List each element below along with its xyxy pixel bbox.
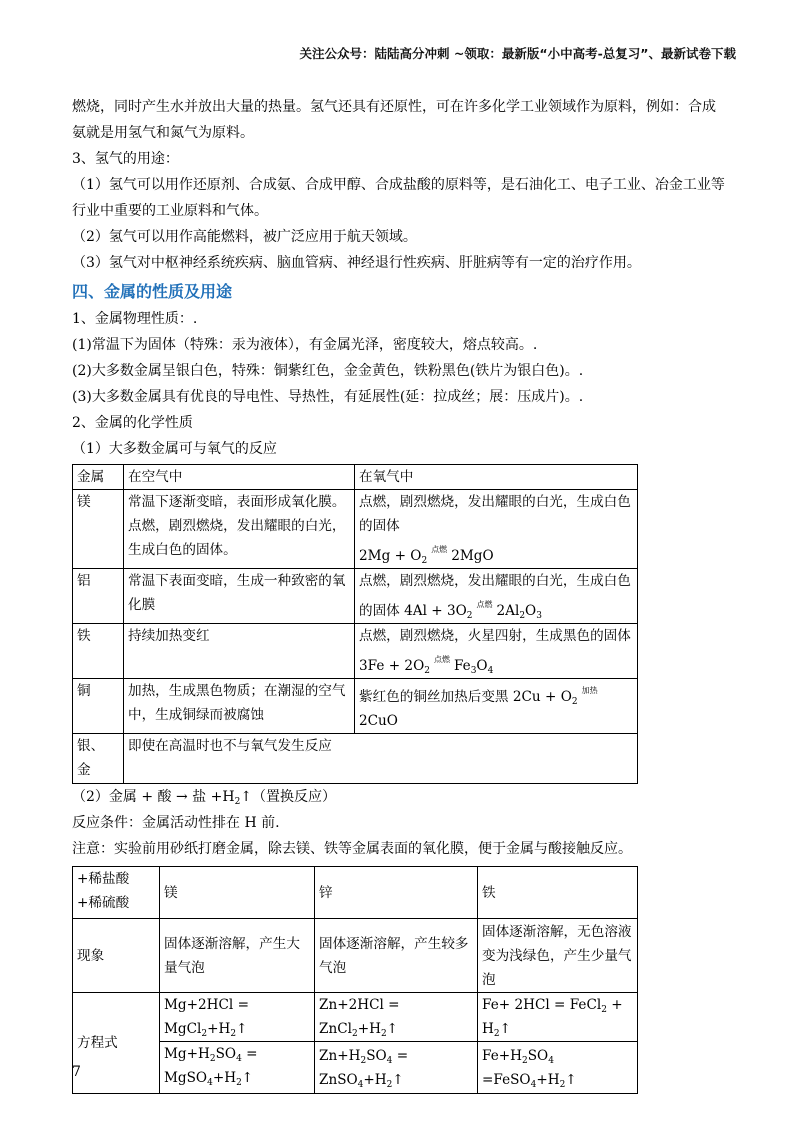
document-body (72, 94, 728, 1094)
table-header-cell: +稀盐酸 +稀硫酸 (73, 867, 160, 919)
table-row (73, 679, 638, 734)
table-cell: 镁 (73, 490, 124, 569)
table-header-cell: 金属 (73, 465, 124, 490)
page-header: 关注公众号：陆陆高分冲刺 ~领取：最新版“小中高考-总复习”、最新试卷下载 (299, 46, 736, 61)
table-cell: 加热，生成黑色物质；在潮湿的空气中，生成铜绿而被腐蚀 (124, 679, 355, 734)
table-cell: 紫红色的铜丝加热后变黑 $2Cu + O_2^{加热}$ 2CuO (355, 679, 638, 734)
text: 点燃，剧烈燃烧，发出耀眼的白光，生成白色的固体 (359, 494, 631, 534)
table-cell: 铁 (73, 624, 124, 679)
oxygen-reaction-title: （1）大多数金属可与氧气的反应 (72, 441, 277, 457)
table-header-cell: 在空气中 (124, 465, 355, 490)
table-cell: 银、金 (73, 734, 124, 784)
table-cell: 常温下表面变暗，生成一种致密的氧化膜 (124, 569, 355, 624)
paragraph-hydrogen-properties: 燃烧，同时产生水并放出大量的热量。氢气还具有还原性，可在许多化学工业领域作为原料，例如：合成氨就是用氢气和氮气为原料。 (72, 99, 716, 141)
table-cell: $Mg+2HCl = MgCl_2+H_2↑$ (160, 993, 315, 1042)
table-row (73, 569, 638, 624)
hydrogen-use-3: （3）氢气对中枢神经系统疾病、脑血管病、神经退行性疾病、肝脏病等有一定的治疗作用。 (72, 255, 641, 271)
table-header-cell: 在氧气中 (355, 465, 638, 490)
table-cell: 现象 (73, 919, 160, 993)
physical-property-1: (1)常温下为固体（特殊：汞为液体），有金属光泽，密度较大，熔点较高。. (72, 337, 538, 353)
table-row (73, 465, 638, 490)
table-cell: 点燃，剧烈燃烧，火星四射，生成黑色的固体 $3Fe + 2O_2^{点燃}$ $Fe_3O_4$ (355, 624, 638, 679)
physical-property-2: (2)大多数金属呈银白色，特殊：铜紫红色，金金黄色，铁粉黑色(铁片为银白色)。. (72, 363, 584, 379)
table-row (73, 734, 638, 784)
table-cell: $Zn+H_2SO_4$ = $ZnSO_4+H_2↑$ (315, 1042, 478, 1094)
acid-reaction-title: （2）金属 + 酸 → 盐 $+H_2↑$（置换反应） (72, 789, 337, 807)
metal-acid-table (72, 866, 638, 1094)
table-row (73, 490, 638, 569)
equation: $2Mg + O_2^{点燃}$ 2MgO (359, 545, 494, 566)
table-cell: 铝 (73, 569, 124, 624)
table-row (73, 624, 638, 679)
table-cell: Fe+ 2HCl = FeCl$_2$ + $H_2↑$ (478, 993, 638, 1042)
table-cell: 铜 (73, 679, 124, 734)
reaction-condition: 反应条件：金属活动性排在 H 前. (72, 815, 280, 831)
table-header-cell: 锌 (315, 867, 478, 919)
table-cell (355, 490, 638, 569)
table-row (73, 867, 638, 919)
chemical-properties-title: 2、金属的化学性质 (72, 415, 193, 431)
table-cell: 点燃，剧烈燃烧，发出耀眼的白光，生成白色的固体 $4Al + 3O_2^{点燃}$ $2Al_2O_3$ (355, 569, 638, 624)
table-cell: 即使在高温时也不与氧气发生反应 (124, 734, 638, 784)
table-header-cell: 铁 (478, 867, 638, 919)
experiment-note: 注意：实验前用砂纸打磨金属，除去镁、铁等金属表面的氧化膜，便于金属与酸接触反应。 (72, 841, 632, 857)
physical-property-3: (3)大多数金属具有优良的导电性、导热性，有延展性(延：拉成丝；展：压成片)。. (72, 389, 584, 405)
hydrogen-use-1: （1）氢气可以用作还原剂、合成氨、合成甲醇、合成盐酸的原料等，是石油化工、电子工业、冶金工业等行业中重要的工业原料和气体。 (72, 177, 725, 219)
hydrogen-uses-title: 3、氢气的用途： (72, 151, 179, 167)
table-cell: 持续加热变红 (124, 624, 355, 679)
table-cell: $Fe+H_2SO_4$ $=FeSO_4+H_2↑$ (478, 1042, 638, 1094)
section-title-metals: 四、金属的性质及用途 (72, 282, 233, 301)
page-number: 7 (72, 1064, 81, 1080)
hydrogen-use-2: （2）氢气可以用作高能燃料，被广泛应用于航天领域。 (72, 229, 417, 245)
table-cell: $Zn+2HCl = ZnCl_2+H_2↑$ (315, 993, 478, 1042)
table-cell: 固体逐渐溶解，无色溶液变为浅绿色，产生少量气泡 (478, 919, 638, 993)
metal-oxygen-table (72, 464, 638, 784)
table-row (73, 993, 638, 1042)
table-cell: 常温下逐渐变暗，表面形成氧化膜。点燃，剧烈燃烧，发出耀眼的白光，生成白色的固体。 (124, 490, 355, 569)
table-header-cell: 镁 (160, 867, 315, 919)
table-row (73, 919, 638, 993)
table-cell: 固体逐渐溶解，产生大量气泡 (160, 919, 315, 993)
physical-properties-title: 1、金属物理性质：. (72, 311, 198, 327)
table-cell: 方程式 (73, 993, 160, 1094)
table-cell: $Mg+H_2SO_4$ = $MgSO_4+H_2↑$ (160, 1042, 315, 1094)
table-cell: 固体逐渐溶解，产生较多气泡 (315, 919, 478, 993)
